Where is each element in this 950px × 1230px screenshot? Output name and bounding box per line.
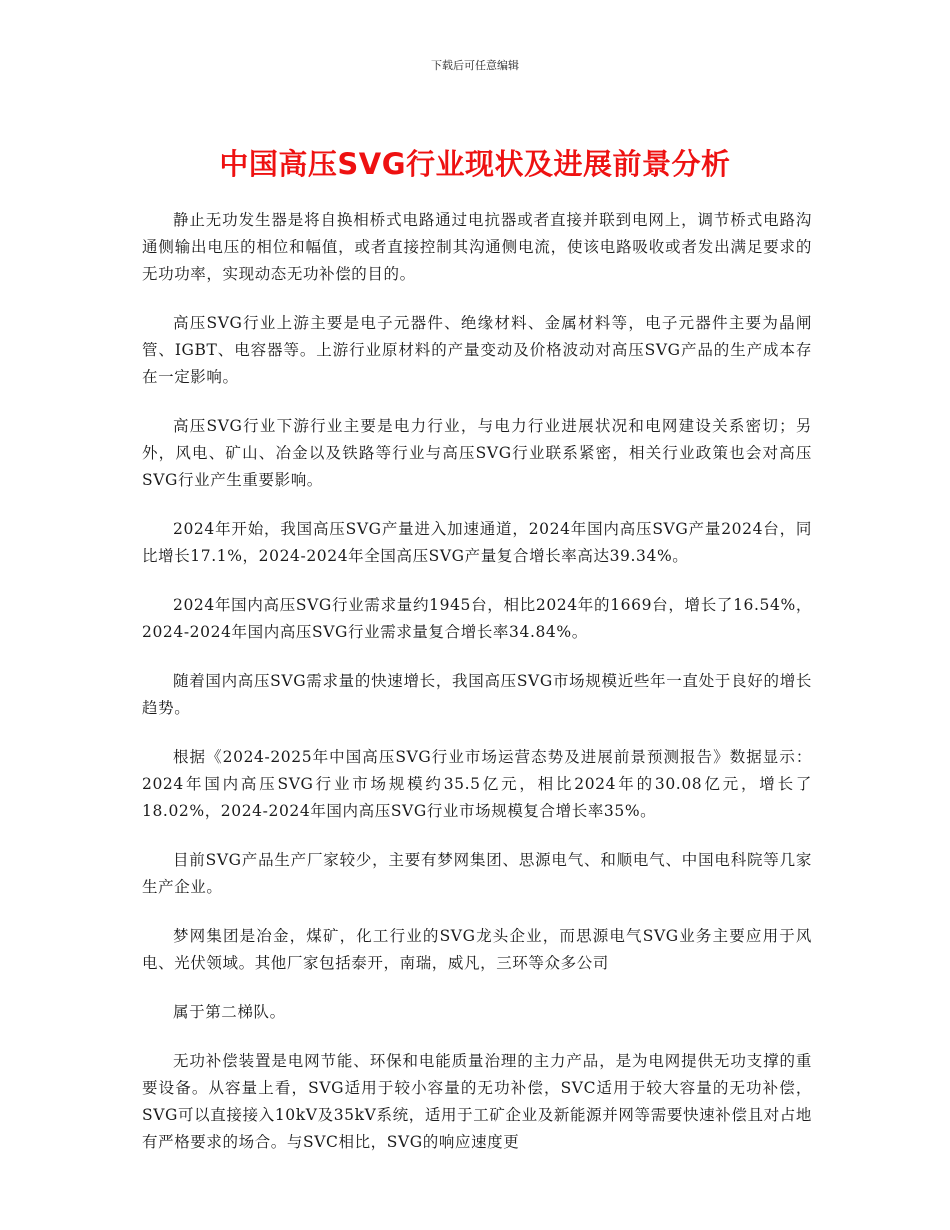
paragraph: 高压SVG行业上游主要是电子元器件、绝缘材料、金属材料等，电子元器件主要为晶闸管、IGBT、电容器等。上游行业原材料的产量变动及价格波动对高压SVG产品的生产成本存在一定影响。 [142, 314, 812, 386]
header-note: 下载后可任意编辑 [431, 59, 519, 72]
paragraph: 2024年国内高压SVG行业需求量约1945台，相比2024年的1669台，增长了16.54%，2024-2024年国内高压SVG行业需求量复合增长率34.84%。 [142, 596, 812, 641]
paragraph: 属于第二梯队。 [173, 1003, 286, 1021]
paragraph: 高压SVG行业下游行业主要是电力行业，与电力行业进展状况和电网建设关系密切；另外，风电、矿山、冶金以及铁路等行业与高压SVG行业联系紧密，相关行业政策也会对高压SVG行业产生重要影响。 [142, 417, 812, 489]
paragraph: 随着国内高压SVG需求量的快速增长，我国高压SVG市场规模近些年一直处于良好的增长趋势。 [142, 672, 812, 717]
paragraph: 静止无功发生器是将自换相桥式电路通过电抗器或者直接并联到电网上，调节桥式电路沟通侧输出电压的相位和幅值，或者直接控制其沟通侧电流，使该电路吸收或者发出满足要求的无功功率，实现动态无功补偿的目的。 [142, 211, 812, 283]
paragraph: 目前SVG产品生产厂家较少，主要有梦网集团、思源电气、和顺电气、中国电科院等几家生产企业。 [142, 851, 812, 896]
paragraph: 梦网集团是冶金，煤矿，化工行业的SVG龙头企业，而思源电气SVG业务主要应用于风电、光伏领域。其他厂家包括泰开，南瑞，威凡，三环等众多公司 [142, 927, 812, 972]
paragraph: 2024年开始，我国高压SVG产量进入加速通道，2024年国内高压SVG产量2024台，同比增长17.1%，2024-2024年全国高压SVG产量复合增长率高达39.34%。 [142, 520, 812, 565]
document-body [142, 207, 812, 1178]
paragraph: 无功补偿装置是电网节能、环保和电能质量治理的主力产品，是为电网提供无功支撑的重要设备。从容量上看，SVG适用于较小容量的无功补偿，SVC适用于较大容量的无功补偿，SVG可以直接接入10kV及35kV系统，适用于工矿企业及新能源并网等需要快速补偿且对占地有严格要求的场合。与SVC相比，SVG的响应速度更 [142, 1052, 812, 1151]
paragraph: 根据《2024-2025年中国高压SVG行业市场运营态势及进展前景预测报告》数据显示：2024年国内高压SVG行业市场规模约35.5亿元，相比2024年的30.08亿元，增长了18.02%，2024-2024年国内高压SVG行业市场规模复合增长率35%。 [142, 748, 812, 820]
document-title: 中国高压SVG行业现状及进展前景分析 [219, 147, 731, 181]
